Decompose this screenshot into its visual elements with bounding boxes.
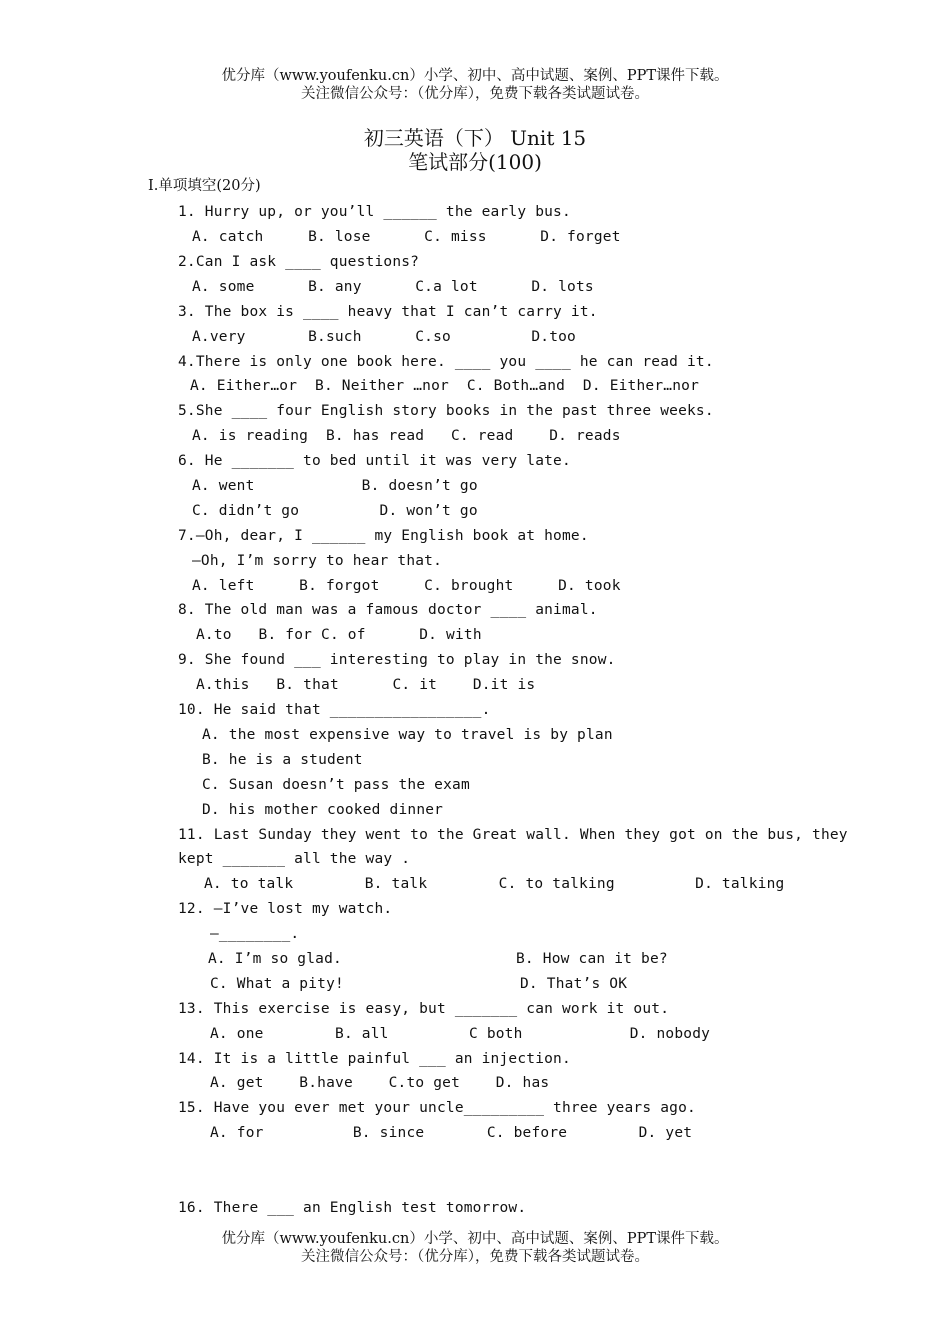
- question-options: A.very B.such C.so D.too: [192, 329, 576, 345]
- question-option: C. What a pity!: [210, 976, 344, 992]
- question-stem-continued: kept _______ all the way .: [178, 851, 411, 867]
- question-options: A. some B. any C.a lot D. lots: [192, 279, 594, 295]
- question-option: A. the most expensive way to travel is by plan: [202, 727, 613, 743]
- page-title: 初三英语（下） Unit 15: [363, 126, 587, 150]
- footer-line-1: 优分库（www.youfenku.cn）小学、初中、高中试题、案例、PPT课件下载。: [221, 1231, 729, 1247]
- question-options: A. get B.have C.to get D. has: [210, 1075, 550, 1091]
- question-options: C. didn’t go D. won’t go: [192, 503, 478, 519]
- question-stem: 1. Hurry up, or you’ll ______ the early bus.: [178, 204, 571, 220]
- question-stem: 15. Have you ever met your uncle_________ three years ago.: [178, 1100, 696, 1116]
- question-option: C. Susan doesn’t pass the exam: [202, 777, 470, 793]
- question-stem: 9. She found ___ interesting to play in the snow.: [178, 652, 616, 668]
- question-stem: 5.She ____ four English story books in the past three weeks.: [178, 403, 714, 419]
- question-stem: 3. The box is ____ heavy that I can’t carry it.: [178, 304, 598, 320]
- question-stem: 13. This exercise is easy, but _______ can work it out.: [178, 1001, 670, 1017]
- question-stem: 4.There is only one book here. ____ you ____ he can read it.: [178, 354, 714, 370]
- question-option: A. I’m so glad.: [208, 951, 342, 967]
- question-stem: 12. —I’ve lost my watch.: [178, 901, 393, 917]
- question-options: A. to talk B. talk C. to talking D. talking: [204, 876, 785, 892]
- section-heading: Ⅰ.单项填空(20分): [148, 178, 261, 194]
- question-stem: 16. There ___ an English test tomorrow.: [178, 1200, 527, 1216]
- question-options: A. for B. since C. before D. yet: [210, 1125, 693, 1141]
- question-stem: 8. The old man was a famous doctor ____ animal.: [178, 602, 598, 618]
- question-options: A. one B. all C both D. nobody: [210, 1026, 711, 1042]
- question-option: B. he is a student: [202, 752, 363, 768]
- question-stem: 10. He said that _________________.: [178, 702, 491, 718]
- question-option: D. That’s OK: [520, 976, 628, 992]
- question-dialogue-reply: —Oh, I’m sorry to hear that.: [192, 553, 443, 569]
- question-stem: 7.—Oh, dear, I ______ my English book at home.: [178, 528, 589, 544]
- question-option: B. How can it be?: [516, 951, 668, 967]
- question-stem: 14. It is a little painful ___ an injection.: [178, 1051, 571, 1067]
- question-stem: 6. He _______ to bed until it was very late.: [178, 453, 571, 469]
- question-stem: 2.Can I ask ____ questions?: [178, 254, 420, 270]
- question-option: D. his mother cooked dinner: [202, 802, 444, 818]
- question-dialogue-reply: —________.: [210, 926, 300, 942]
- page-subtitle: 笔试部分(100): [408, 150, 542, 174]
- question-options: A. Either…or B. Neither …nor C. Both…and D. Either…nor: [190, 378, 699, 394]
- header-line-1: 优分库（www.youfenku.cn）小学、初中、高中试题、案例、PPT课件下载。: [221, 68, 729, 84]
- question-options: A.this B. that C. it D.it is: [196, 677, 536, 693]
- header-line-2: 关注微信公众号：（优分库），免费下载各类试题试卷。: [301, 86, 649, 102]
- question-options: A. is reading B. has read C. read D. reads: [192, 428, 621, 444]
- question-stem: 11. Last Sunday they went to the Great wall. When they got on the bus, they: [178, 827, 848, 843]
- question-options: A. left B. forgot C. brought D. took: [192, 578, 621, 594]
- footer-line-2: 关注微信公众号：（优分库），免费下载各类试题试卷。: [301, 1249, 649, 1265]
- question-options: A. catch B. lose C. miss D. forget: [192, 229, 621, 245]
- question-options: A.to B. for C. of D. with: [196, 627, 482, 643]
- question-options: A. went B. doesn’t go: [192, 478, 478, 494]
